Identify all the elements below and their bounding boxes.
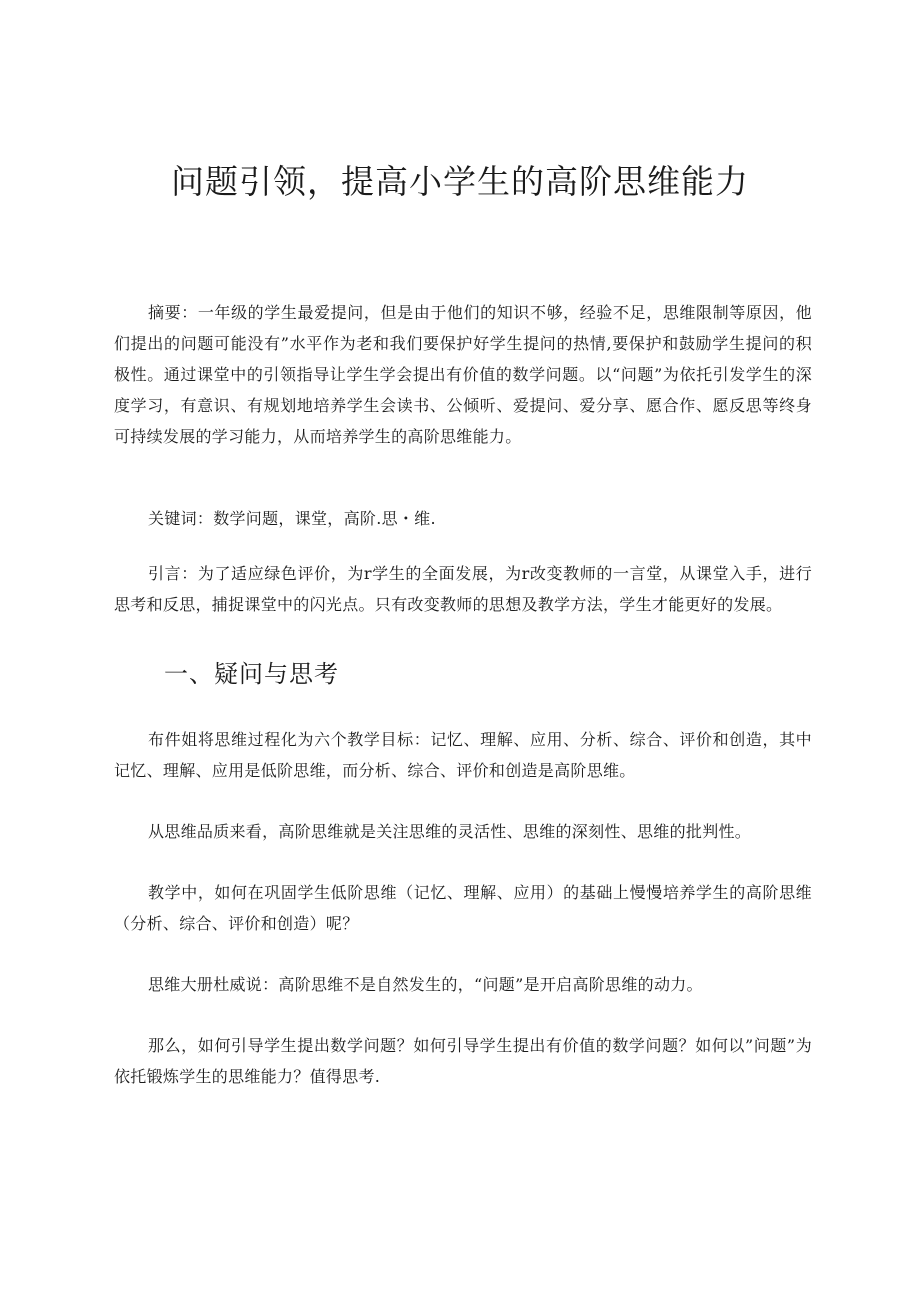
body-paragraph: 那么，如何引导学生提出数学问题？如何引导学生提出有价值的数学问题？如何以”问题”为依托锻炼学生的思维能力？值得思考. [114, 1036, 812, 1086]
body-paragraph: 思维大册杜威说：高阶思维不是自然发生的，“问题”是开启高阶思维的动力。 [148, 975, 703, 994]
abstract-paragraph: 摘要：一年级的学生最爱提问，但是由于他们的知识不够，经验不足，思维限制等原因，他们提出的问题可能没有”水平作为老和我们要保护好学生提问的热情,要保护和鼓励学生提问的积极性。通过课堂中的引领指导让学生学会提出有价值的数学问题。以“问题”为依托引发学生的深度学习，有意识、有规划地培养学生会读书、公倾听、爱提问、爱分享、愿合作、愿反思等终身可持续发展的学习能力，从而培养学生的高阶思维能力。 [114, 303, 812, 446]
body-paragraph: 从思维品质来看，高阶思维就是关注思维的灵活性、思维的深刻性、思维的批判性。 [148, 822, 752, 841]
document-title: 问题引领，提高小学生的高阶思维能力 [171, 162, 749, 201]
body-paragraph: 布件姐将思维过程化为六个教学目标：记忆、理解、应用、分析、综合、评价和创造，其中记忆、理解、应用是低阶思维，而分析、综合、评价和创造是高阶思维。 [114, 730, 812, 780]
section-heading: 一、疑问与思考 [164, 660, 339, 688]
introduction-paragraph: 引言：为了适应绿色评价，为r学生的全面发展，为r改变教师的一言堂，从课堂入手，进行思考和反思，捕捉课堂中的闪光点。只有改变教师的思想及教学方法，学生才能更好的发展。 [114, 564, 812, 614]
body-paragraph: 教学中，如何在巩固学生低阶思维（记忆、理解、应用）的基础上慢慢培养学生的高阶思维（分析、综合、评价和创造）呢？ [114, 883, 812, 933]
keywords-paragraph: 关键词：数学问题，课堂，高阶.思・维. [148, 509, 436, 528]
